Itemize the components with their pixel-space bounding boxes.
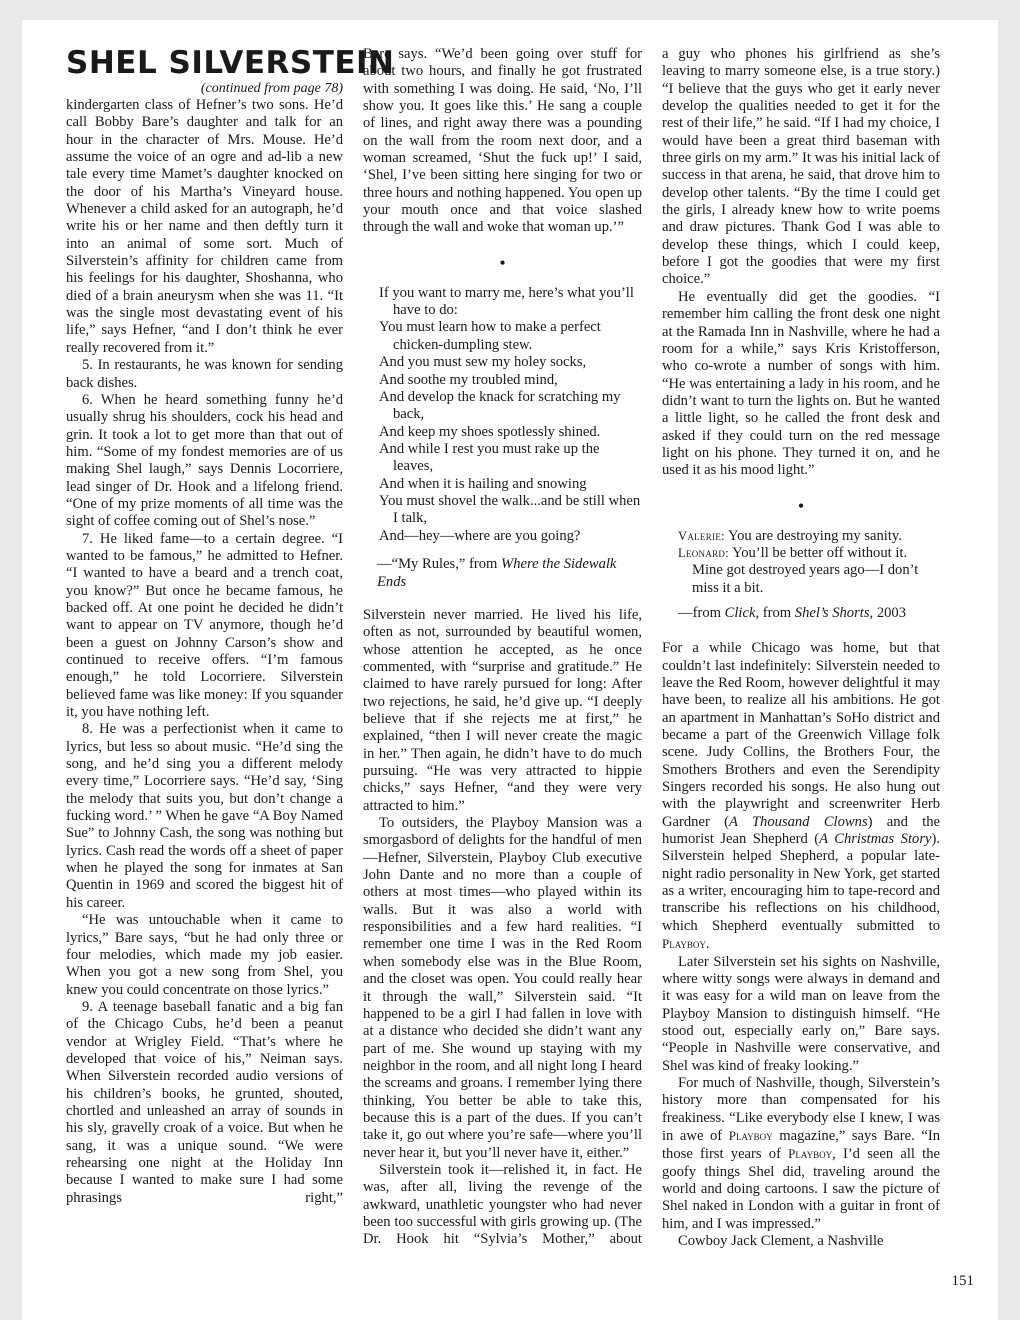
article-column-1 — [66, 45, 395, 1207]
page-number: 151 — [951, 1273, 974, 1289]
text-run: , I’d seen all the goofy things Shel did, traveling around the world and doing cartoons. I saw the picture of Shel naked in London with a guitar in front of him, and I was impressed.” — [662, 1146, 940, 1232]
paragraph — [662, 640, 940, 953]
poem-line: And develop the knack for scratching my back, — [379, 388, 621, 423]
paragraph: 5. In restaurants, he was known for sending back dishes. — [66, 357, 343, 391]
work-title: Click — [724, 604, 756, 621]
credit-text: , 2003 — [869, 604, 906, 621]
paragraph: Silverstein took it—relished it, in fact. He was, after all, living the revenge of the awkward, unathletic youngster who had never been too successful with girls growing up. (The Dr. Hook hit “Sylvia’s Mother,” about — [363, 1161, 642, 1248]
magazine-name: Playboy — [788, 1146, 833, 1162]
speaker-name: Leonard: — [678, 545, 730, 560]
magazine-page — [22, 20, 998, 1320]
poem-line: And you must sew my holey socks, — [379, 354, 587, 371]
poem-line: And soothe my troubled mind, — [379, 371, 558, 388]
work-title: A Christmas Story — [819, 831, 932, 848]
paragraph: “He was untouchable when it came to lyrics,” Bare says, “but he had only three or four melodies, which made my job easier. When you got a new song from Shel, you knew you could concentrate on those lyrics.” — [66, 912, 343, 998]
dialogue-excerpt — [678, 528, 940, 597]
poem-line: You must learn how to make a perfect chicken-dumpling stew. — [379, 319, 601, 353]
dialogue-credit — [678, 605, 940, 622]
poem-line: And—hey—where are you going? — [379, 527, 581, 544]
magazine-name: Playboy — [728, 1127, 773, 1143]
poem-line: And when it is hailing and snowing — [379, 475, 587, 492]
continued-note: (continued from page 78) — [200, 81, 343, 96]
credit-text: —“My Rules,” from — [377, 555, 502, 572]
poem-line: And while I rest you must rake up the leaves, — [379, 440, 600, 475]
dialogue-line — [678, 528, 940, 545]
dialogue-text: You’ll be better off without it. Mine got destroyed years ago—I don’t miss it a bit. — [692, 544, 919, 596]
paragraph: Later Silverstein set his sights on Nashville, where witty songs were always in demand and it was easy for a wild man on leave from the Playboy Mansion to distinguish himself. “He stood out, especially early on,” Bare says. “People in Nashville were conservative, and Shel was kind of freaky looking.” — [662, 953, 940, 1074]
paragraph: He eventually did get the goodies. “I remember him calling the front desk one night at the Ramada Inn in Nashville, where he had a room for a while,” says Kris Kristofferson, who co-wrote a number of songs with him. “He was entertaining a lady in his room, and he didn’t want to turn the lights on. But he wanted a little light, so he called the front desk and asked if they could turn on the red message light on his phone. They turned it on, and he used it as his mood light.” — [662, 288, 941, 479]
speaker-name: Valerie: — [678, 528, 725, 543]
paragraph: 8. He was a perfectionist when it came to lyrics, but less so about music. “He’d sing the song, and he’d sing you a different melody every time,” Locorriere says. “He’d say, ‘Sing the melody that suits you, but don’t change a fucking word.’ ” When he gave “A Boy Named Sue” to Johnny Cash, the song was nothing but lyrics. Cash read the words off a sheet of paper when he played the song for inmates at San Quentin in 1969 and scored the biggest hit of his career. — [66, 721, 343, 911]
credit-text: , from — [755, 604, 795, 621]
text-run: For a while Chicago was home, but that couldn’t last indefinitely: Silverstein needed to leave the Red Room, however delightful it may have been, to realize all his ambitions. He got an apartment in Manhattan’s SoHo district and became a part of the Greenwich Village folk scene. Judy Collins, the Brothers Four, the Smothers Brothers and even the Serendipity Singers recorded his songs. He also hung out with the playwright and screenwriter Herb Gardner ( — [662, 640, 940, 830]
paragraph: a guy who phones his girlfriend as she’s leaving to marry someone else, is a true story.) “I believe that the guys who get it early never develop the qualities needed to get it for the rest of their life,” he said. “If I had my choice, I would have been a great third baseman with three girls on my arm.” It was his initial lack of success in that arena, he said, that drove him to develop other talents. “By the time I could get the girls, I already knew how to write poems and draw pictures. Thank God I was able to develop these things, which I could keep, before I got the goodies that were my first choice.” — [662, 46, 940, 288]
work-title: A Thousand Clowns — [728, 813, 868, 830]
poem-credit — [377, 555, 642, 591]
credit-text: —from — [678, 604, 725, 621]
poem-line: You must shovel the walk...and be still when I talk, — [379, 492, 641, 527]
article-column-2 — [363, 46, 642, 1249]
paragraph: kindergarten class of Hefner’s two sons. He’d call Bobby Bare’s daughter and talk for an hour in the character of Mrs. Mouse. He’d assume the voice of an ogre and ad-lib a new tale every time Mamet’s daughter knocked on the door of his Martha’s Vineyard house. Whenever a child asked for an autograph, he’d write his or her name and then deftly turn it into an animal of some sort. Much of Silverstein’s affinity for children came from his feelings for his daughter, Shoshanna, who died of a brain aneurysm when she was 11. “It was the single most devastating event of his life,” says Hefner, “and I don’t think he ever really recovered from it.” — [66, 97, 343, 356]
book-title: Shel’s Shorts — [794, 604, 870, 621]
dialogue-text: You are destroying my sanity. — [728, 527, 902, 544]
text-run: magazine,” says Bare. “In those first years of — [662, 1127, 941, 1163]
section-bullet: • — [499, 252, 506, 273]
paragraph: Silverstein never married. He lived his life, often as not, surrounded by beautiful women, whose attention he accepted, as he once commented, with “surprise and gratitude.” He claimed to have rarely pursued for long: After two rejections, he said, he’d give up. “I deeply believe that if she rejects me at first,” he explained, “then I will never create the magic in her.” Then again, he didn’t have to do much pursuing. “He was very attracted to hippie chicks,” says Hefner, “and they were very attracted to him.” — [363, 606, 642, 814]
paragraph: 6. When he heard something funny he’d usually shrug his shoulders, cock his head and grin. It took a lot to get more than that out of him. “Some of my fondest memories are of us making Shel laugh,” says Dennis Locorriere, lead singer of Dr. Hook and a lifelong friend. “One of my prize moments of all time was the sight of coffee coming out of Shel’s nose.” — [66, 391, 343, 530]
article-title: SHEL SILVERSTEIN — [66, 45, 395, 81]
paragraph: Bare says. “We’d been going over stuff for about two hours, and finally he got frustrated with something I was doing. He said, ‘No, I’ll show you. It goes like this.’ He sang a couple of lines, and right away there was a pounding on the wall from the room next door, and a woman screamed, ‘Shut the fuck up!’ I said, ‘Shel, I’ve been sitting here singing for two or three hours and nothing happened. You open up your mouth once and that voice slashed through the wall and woke that woman up.’” — [363, 46, 642, 236]
paragraph: Cowboy Jack Clement, a Nashville — [678, 1233, 884, 1249]
book-title: Where the Sidewalk Ends — [377, 555, 617, 590]
paragraph — [662, 1075, 940, 1233]
paragraph: 7. He liked fame—to a certain degree. “I wanted to be famous,” he admitted to Hefner. “I wanted to have a beard and a trench coat, you know?” But once he became famous, he backed off. At one point he decided he didn’t want to appear on TV anymore, though he’d been a guest on Johnny Carson’s show and continued to receive offers. “I’m famous enough,” he told Locorriere. Silverstein believed fame was like money: If you squander it, you have nothing left. — [66, 530, 343, 721]
dialogue-line — [678, 545, 940, 597]
poem-excerpt — [379, 285, 642, 545]
text-run: For much of Nashville, though, Silverstein’s history more than compensated for his freakiness. “Like everybody else I knew, I was in awe of — [662, 1074, 940, 1144]
paragraph: 9. A teenage baseball fanatic and a big fan of the Chicago Cubs, he’d been a peanut vendor at Wrigley Field. “That’s where he developed that voice of his,” Neiman says. When Silverstein recorded audio versions of his children’s books, he grunted, shouted, chortled and unleashed an array of sounds in his sly, gravelly croak of a voice. But when he sang, it was a unique sound. “We were rehearsing one night at the Holiday Inn because I wanted to make sure I had some phrasings right,” — [66, 998, 343, 1206]
text-run: . — [705, 936, 710, 953]
section-bullet: • — [797, 495, 805, 516]
poem-line: If you want to marry me, here’s what you’ll have to do: — [379, 284, 634, 319]
magazine-name: Playboy — [662, 936, 706, 952]
text-run: ). Silverstein helped Shepherd, a popular late-night radio personality in New York, get started as a writer, encouraging him to tape-record and transcribe his reflections on his childhood, which Shepherd eventually submitted to — [662, 831, 940, 934]
paragraph: To outsiders, the Playboy Mansion was a smorgasbord of delights for the handful of men—Hefner, Silverstein, Playboy Club executive John Dante and no more than a couple of others at most times—who played within its walls. But it was also a world with responsibilities and a few hard realities. “I remember one time I was in the Red Room when somebody else was in the Blue Room, and the closet was open. You could really hear it through the wall,” Silverstein said. “It happened to be a girl I had fallen in love with at a distance who decided she didn’t want any part of me. She wound up staying with my neighbor in the room, and all night long I heard the screams and groans. I remember lying there thinking, You better be able to take this, because this is a part of the dues. If you can’t take it, go out where you’re safe—where you’ll never hear it, but you’ll never have it, either.” — [363, 815, 642, 1161]
poem-line: And keep my shoes spotlessly shined. — [379, 423, 601, 440]
article-column-3 — [662, 46, 940, 1250]
text-run: ) and the humorist Jean Shepherd ( — [662, 813, 940, 848]
